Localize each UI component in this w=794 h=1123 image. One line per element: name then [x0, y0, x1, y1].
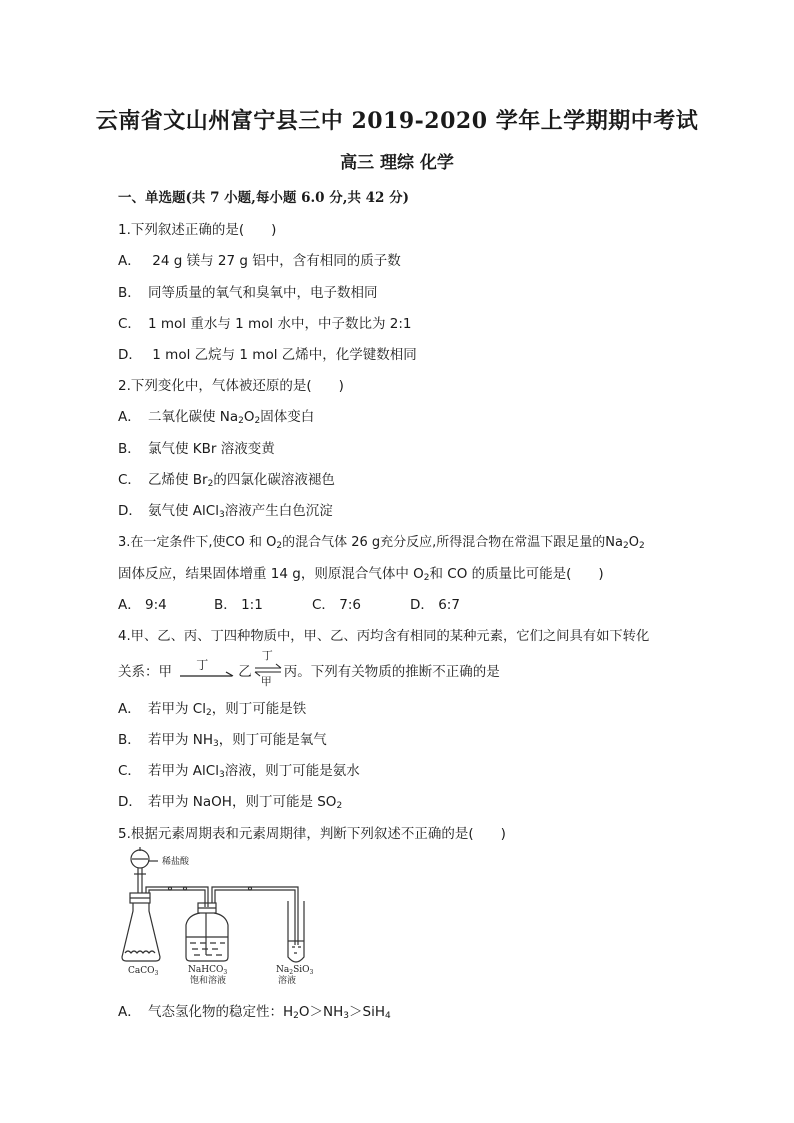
subscript: 3 [213, 739, 219, 749]
tube-label-line-2: 溶液 [278, 976, 297, 985]
option-text: 7:6 [339, 597, 361, 613]
option-label: B． [214, 597, 237, 613]
subscript: 2 [238, 416, 244, 426]
flask-label: CaCO$_3$ [128, 966, 159, 977]
question-2-stem: 2.下列变化中，气体被还原的是( ) [118, 378, 344, 394]
option-text: 若甲为 NH [148, 732, 214, 748]
arrow-reagent-label: 丁 [196, 658, 209, 672]
subscript: 2 [276, 541, 283, 551]
option-label: D． [410, 597, 434, 613]
reaction-arrow-forward [178, 658, 236, 682]
option-text: 1 mol 重水与 1 mol 水中，中子数比为 2:1 [148, 316, 412, 332]
section-heading: 一、单选题(共 7 小题,每小题 6.0 分,共 42 分) [118, 190, 410, 206]
option-text: 氯气使 KBr 溶液变黄 [148, 441, 275, 457]
option-text: 气态氢化物的稳定性：H [148, 1004, 294, 1020]
stem-text: 3.在一定条件下,使CO 和 O [118, 535, 277, 550]
subscript: 2 [336, 801, 343, 811]
option-text: O [243, 409, 255, 425]
lab-apparatus-illustration [120, 845, 330, 985]
question-1-option-b [118, 281, 378, 301]
option-text: 同等质量的氧气和臭氧中，电子数相同 [148, 285, 378, 301]
option-label: A． [118, 409, 141, 425]
question-5-option-a [118, 1000, 391, 1020]
question-4-option-d [118, 790, 342, 810]
option-text: O＞NH [298, 1004, 344, 1020]
option-label: B． [118, 441, 141, 457]
option-label: A． [118, 701, 141, 717]
option-text: 若甲为 AlCl [148, 763, 219, 779]
option-label: B． [118, 732, 141, 748]
arrow-reagent-label: 甲 [260, 675, 272, 688]
subscript: 2 [207, 479, 214, 489]
option-label: C． [118, 763, 141, 779]
stem-text: 乙 [238, 664, 252, 680]
question-3-option-d [410, 593, 460, 613]
option-text: 的四氯化碳溶液褪色 [213, 472, 335, 488]
option-label: B． [118, 285, 141, 301]
stem-text: 关系：甲 [118, 664, 172, 680]
stem-text: 丙。下列有关物质的推断不正确的是 [283, 664, 500, 680]
question-1-option-d [118, 343, 417, 363]
option-label: C． [118, 472, 141, 488]
subscript: 2 [254, 416, 261, 426]
option-text: 24 g 镁与 27 g 铝中，含有相同的质子数 [148, 253, 401, 269]
question-2-option-b [118, 437, 275, 457]
option-text: ，则丁可能是氧气 [218, 732, 327, 748]
option-label: C． [118, 316, 141, 332]
question-1-option-a [118, 249, 401, 269]
option-label: A． [118, 597, 141, 613]
exam-subtitle: 高三 理综 化学 [340, 153, 454, 173]
subscript: 3 [218, 510, 225, 520]
option-text: ，则丁可能是铁 [211, 701, 307, 717]
option-text: 1:1 [241, 597, 263, 613]
option-text: 若甲为 Cl [148, 701, 206, 717]
option-text: 若甲为 NaOH，则丁可能是 SO [148, 794, 337, 810]
question-4-option-c [118, 759, 360, 779]
subscript: 2 [293, 1011, 299, 1021]
question-3-option-b [214, 593, 312, 613]
option-label: D． [118, 503, 142, 519]
option-text: 溶液，则丁可能是氨水 [224, 763, 360, 779]
question-4-option-a [118, 697, 306, 717]
question-3-option-c [312, 593, 410, 613]
reaction-arrow-reversible [253, 649, 283, 688]
question-3-stem-line-1 [118, 531, 645, 550]
question-3-stem-line-2 [118, 562, 604, 582]
option-text: 9:4 [145, 597, 167, 613]
option-label: A． [118, 1004, 141, 1020]
subscript: 2 [622, 541, 629, 551]
subscript: 3 [218, 770, 225, 780]
arrow-reagent-label: 丁 [261, 649, 273, 662]
question-3-option-a [118, 593, 214, 613]
subscript: 2 [638, 541, 645, 551]
question-4-stem-line-1: 4.甲、乙、丙、丁四种物质中，甲、乙、丙均含有相同的某种元素，它们之间具有如下转化 [118, 629, 650, 644]
option-label: D． [118, 347, 142, 363]
question-4-option-b [118, 728, 327, 748]
option-text: 氨气使 AlCl [148, 503, 219, 519]
option-text: 6:7 [438, 597, 460, 613]
question-5-stem: 5.根据元素周期表和元素周期律，判断下列叙述不正确的是( ) [118, 826, 506, 842]
stem-text: 和 CO 的质量比可能是( ) [429, 566, 604, 582]
option-label: A． [118, 253, 141, 269]
stem-text: O [628, 535, 639, 550]
subscript: 2 [205, 708, 212, 718]
exam-title: 云南省文山州富宁县三中 2019-2020 学年上学期期中考试 [95, 108, 699, 134]
option-label: D． [118, 794, 142, 810]
subscript: 3 [343, 1011, 350, 1021]
question-2-option-d [118, 499, 333, 519]
option-text: 二氧化碳使 Na [148, 409, 239, 425]
question-1-option-c [118, 312, 411, 332]
question-2-option-c [118, 468, 335, 488]
option-text: 固体变白 [260, 409, 315, 425]
question-2-option-a [118, 405, 314, 425]
question-4-stem-line-2 [118, 649, 500, 688]
option-text: 乙烯使 Br [148, 472, 208, 488]
option-text: 1 mol 乙烷与 1 mol 乙烯中，化学键数相同 [148, 347, 417, 363]
funnel-label: 稀盐酸 [162, 857, 190, 867]
option-text: ＞SiH [349, 1004, 385, 1020]
bottle-label-line-2: 饱和溶液 [190, 976, 227, 985]
question-3-options [118, 593, 460, 613]
question-1-stem: 1.下列叙述正确的是( ) [118, 222, 277, 238]
bottle-label: NaHCO$_3$ [188, 965, 228, 976]
option-label: C． [312, 597, 335, 613]
tube-label: $Na_2SiO_3$ [276, 965, 314, 976]
subscript: 2 [423, 573, 430, 583]
stem-text: 固体反应，结果固体增重 14 g，则原混合气体中 O [118, 566, 424, 582]
right-arrow-icon [178, 662, 236, 682]
subscript: 4 [385, 1011, 391, 1021]
apparatus-diagram [120, 845, 330, 985]
stem-text: 的混合气体 26 g充分反应,所得混合物在常温下跟足量的Na [282, 535, 623, 550]
option-text: 溶液产生白色沉淀 [224, 503, 333, 519]
